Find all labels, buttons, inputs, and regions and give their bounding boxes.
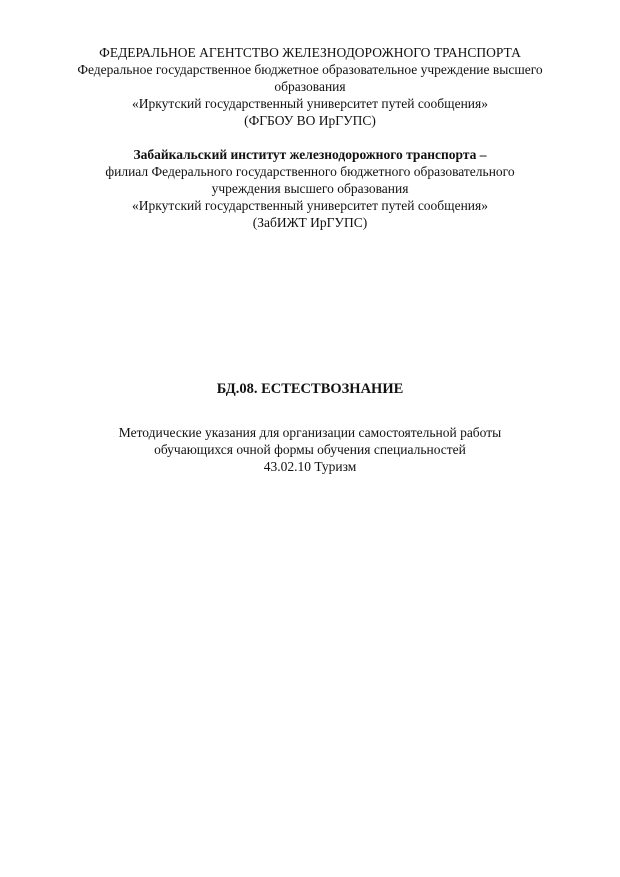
university-name: «Иркутский государственный университет путей сообщения»: [132, 96, 488, 111]
university-type-line-2: образования: [274, 79, 346, 94]
institute-branch-line-1: филиал Федерального государственного бюджетного образовательного: [105, 164, 515, 179]
description-line-2: обучающихся очной формы обучения специальностей: [154, 442, 466, 457]
institute-abbreviation: (ЗабИЖТ ИрГУПС): [252, 215, 368, 230]
specialty-code: 43.02.10 Туризм: [263, 459, 357, 474]
university-abbreviation: (ФГБОУ ВО ИрГУПС): [244, 113, 376, 128]
institute-header: [40, 146, 580, 231]
description-line-1: Методические указания для организации самостоятельной работы: [118, 425, 502, 440]
institute-university-name: «Иркутский государственный университет путей сообщения»: [132, 198, 488, 213]
discipline-title-block: [40, 380, 580, 398]
description-block: [40, 424, 580, 475]
agency-header: [40, 44, 580, 129]
agency-name: ФЕДЕРАЛЬНОЕ АГЕНТСТВО ЖЕЛЕЗНОДОРОЖНОГО ТРАНСПОРТА: [99, 45, 521, 60]
institute-name: Забайкальский институт железнодорожного транспорта –: [133, 147, 487, 162]
university-type-line-1: Федеральное государственное бюджетное образовательное учреждение высшего: [77, 62, 543, 77]
institute-branch-line-2: учреждения высшего образования: [211, 181, 409, 196]
discipline-title: БД.08. ЕСТЕСТВОЗНАНИЕ: [216, 381, 404, 397]
